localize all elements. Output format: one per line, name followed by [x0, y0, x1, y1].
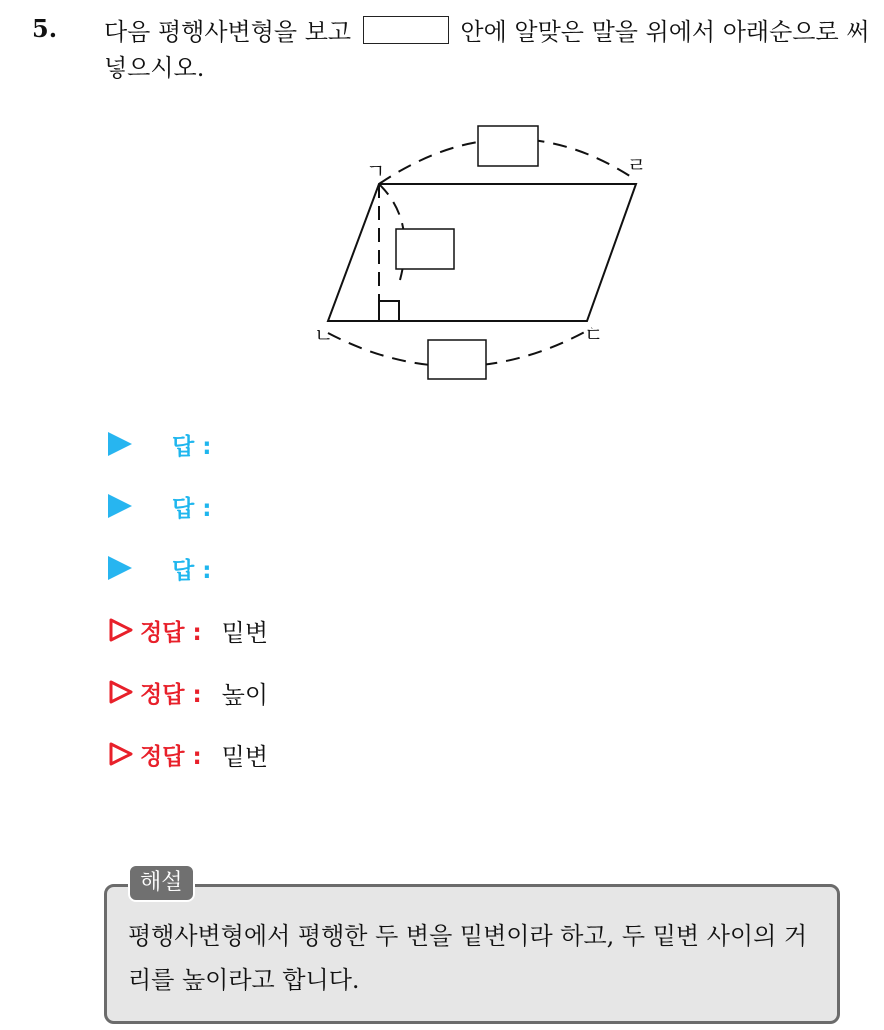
parallelogram-figure	[300, 110, 660, 404]
correct-label: 정답 :	[140, 743, 202, 770]
explanation-text: 평행사변형에서 평행한 두 변을 밑변이라 하고, 두 밑변 사이의 거리를 높이라고 합니다.	[128, 922, 808, 994]
outlined-arrow-icon	[108, 617, 134, 643]
play-arrow-icon	[108, 556, 132, 580]
correct-answer-row	[108, 612, 268, 648]
answer-label: 답 :	[172, 557, 212, 584]
question-number: 5.	[32, 14, 58, 43]
answer-label: 답 :	[172, 495, 212, 522]
answer-row[interactable]	[108, 488, 211, 524]
vertex-label-top-left: ㄱ	[366, 159, 386, 183]
blank-box	[363, 16, 449, 44]
vertex-label-top-right: ㄹ	[627, 153, 647, 177]
answer-row[interactable]	[108, 426, 211, 462]
question-text	[104, 14, 874, 86]
correct-answer-row	[108, 674, 268, 710]
question-text-before: 다음 평행사변형을 보고	[104, 18, 352, 46]
correct-value: 밑변	[221, 742, 269, 771]
vertex-label-bottom-right: ㄷ	[584, 323, 604, 347]
top-blank-box	[478, 126, 538, 166]
correct-value: 높이	[221, 680, 269, 709]
correct-value: 밑변	[221, 618, 269, 647]
parallelogram-shape	[328, 184, 636, 321]
explanation-tab: 해설	[128, 864, 195, 902]
right-angle-mark	[379, 301, 399, 321]
answer-row[interactable]	[108, 550, 211, 586]
play-arrow-icon	[108, 494, 132, 518]
bottom-blank-box	[428, 340, 486, 379]
question-text-after: 안에 알맞은 말을 위에서 아래순으로 써넣으시오.	[104, 18, 870, 82]
outlined-arrow-icon	[108, 679, 134, 705]
vertex-label-bottom-left: ㄴ	[314, 323, 334, 347]
answer-label: 답 :	[172, 433, 212, 460]
play-arrow-icon	[108, 432, 132, 456]
correct-label: 정답 :	[140, 619, 202, 646]
outlined-arrow-icon	[108, 741, 134, 767]
height-blank-box	[396, 229, 454, 269]
correct-answer-row	[108, 736, 268, 772]
parallelogram-svg	[300, 110, 660, 400]
correct-label: 정답 :	[140, 681, 202, 708]
